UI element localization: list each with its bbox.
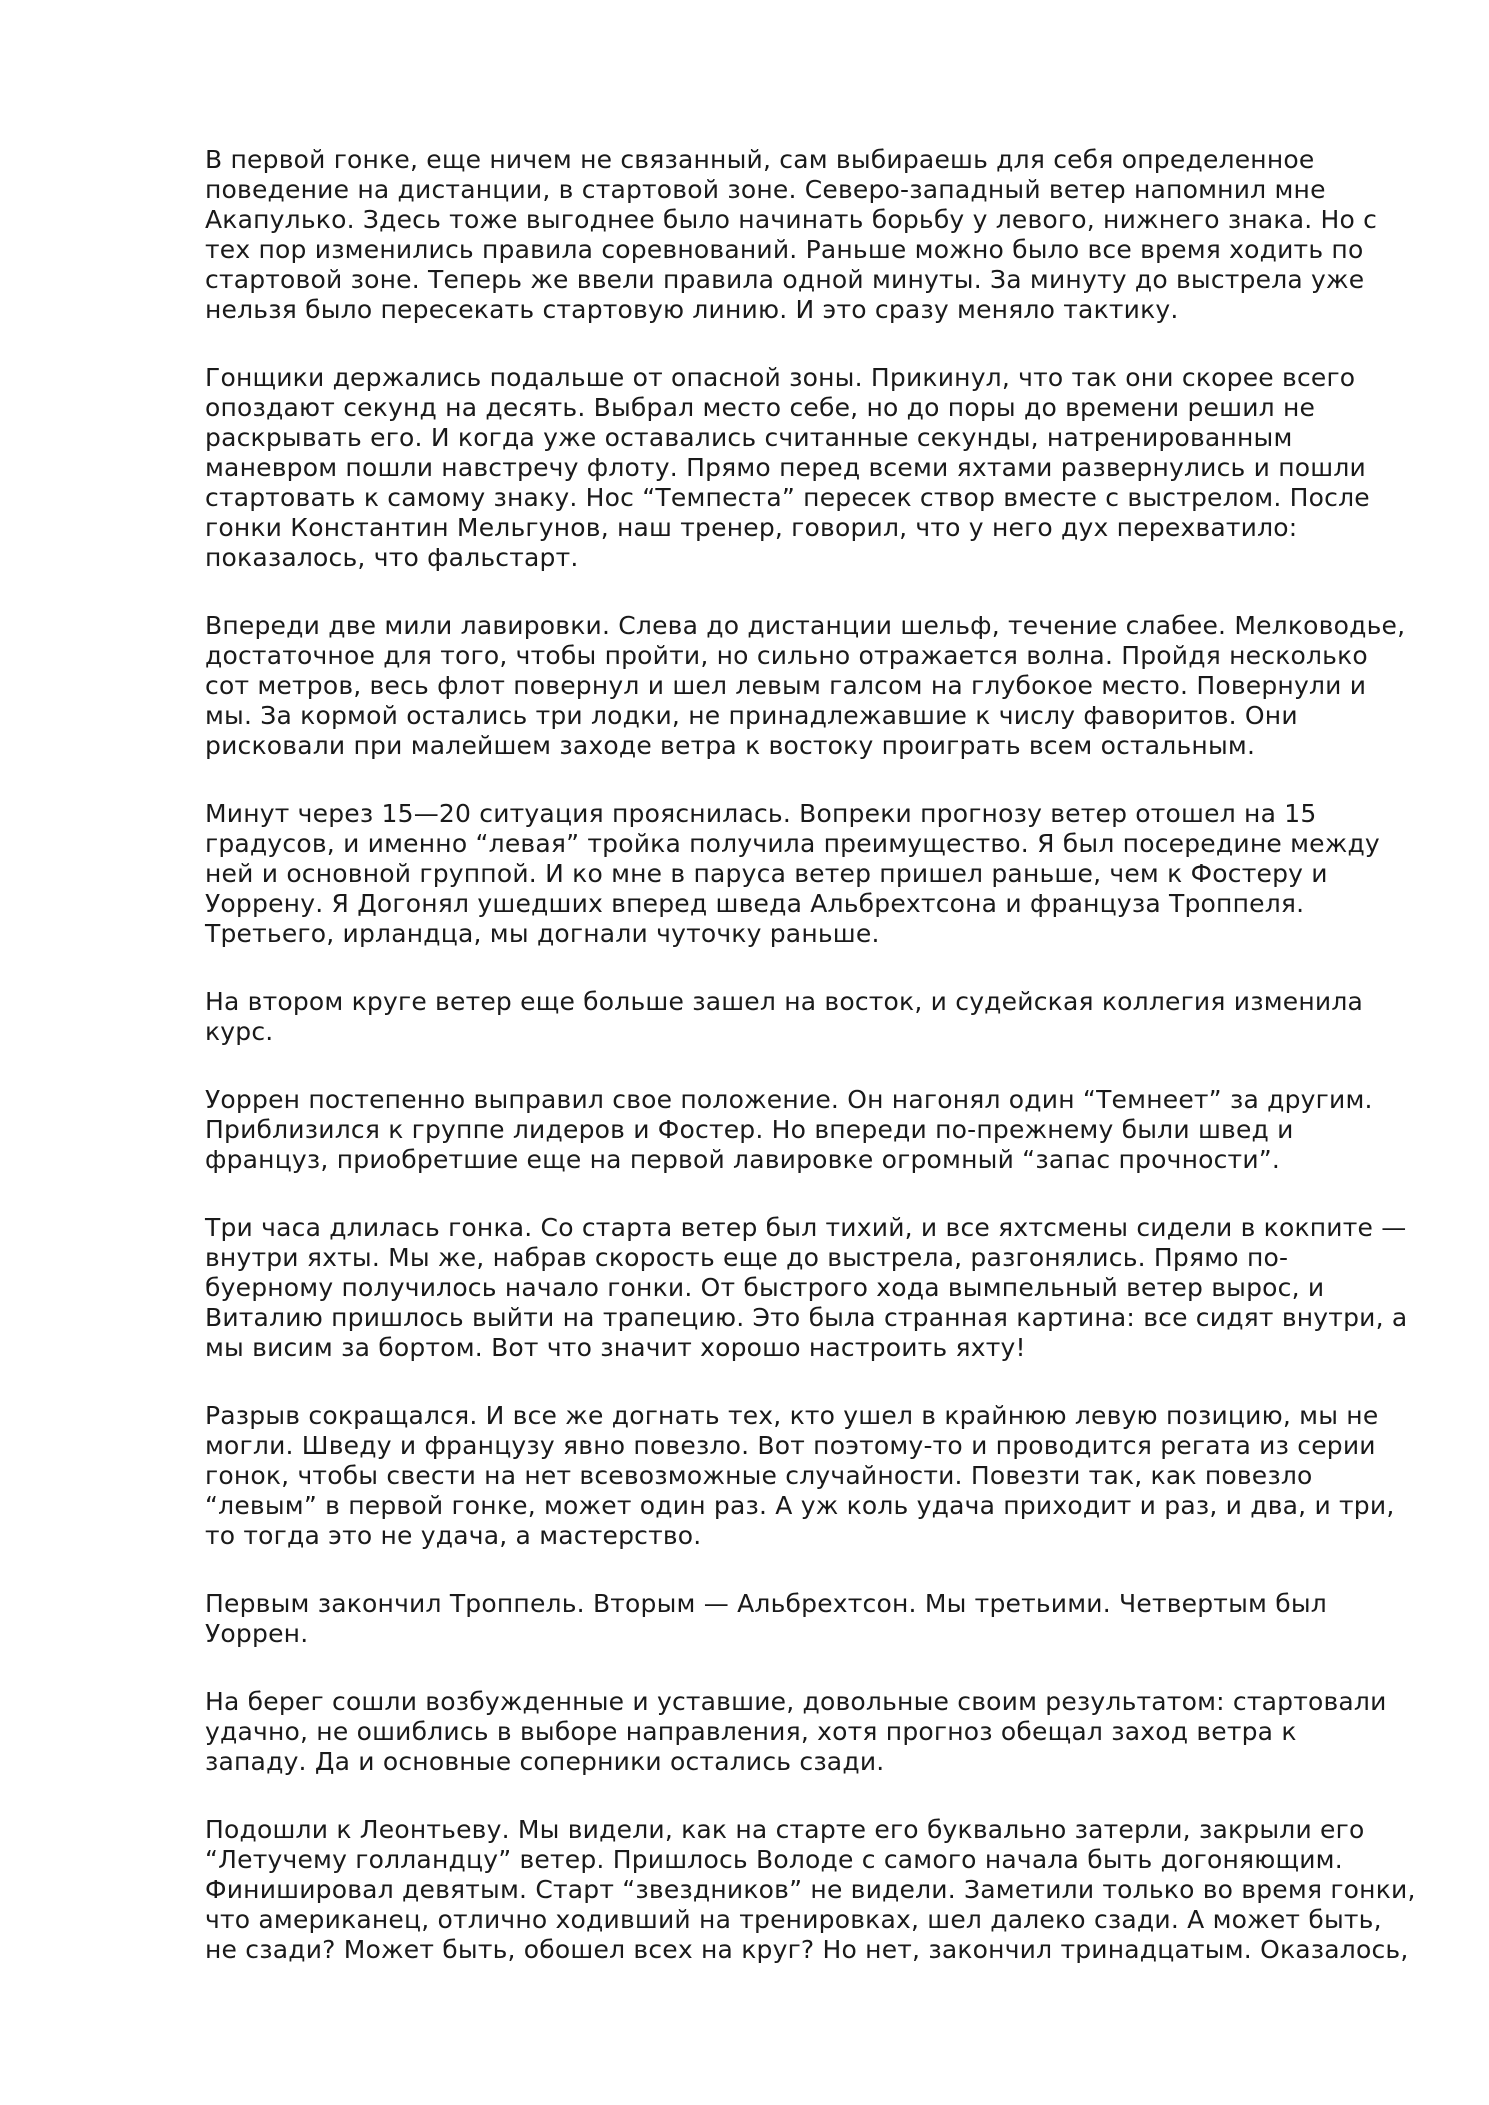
- paragraph: [205, 1815, 1489, 1965]
- text-line: стартовой зоне. Теперь же ввели правила одной минуты. За минуту до выстрела уже: [205, 265, 1365, 294]
- text-line: раскрывать его. И когда уже оставались считанные секунды, натренированным: [205, 423, 1293, 452]
- text-line: мы. За кормой остались три лодки, не принадлежавшие к числу фаворитов. Они: [205, 701, 1298, 730]
- text-line: На втором круге ветер еще больше зашел на восток, и судейская коллегия изменила: [205, 987, 1364, 1016]
- text-line: маневром пошли навстречу флоту. Прямо перед всеми яхтами развернулись и пошли: [205, 453, 1366, 482]
- text-line: Уоррен.: [205, 1619, 309, 1648]
- text-line: показалось, что фальстарт.: [205, 543, 579, 572]
- text-line: сот метров, весь флот повернул и шел левым галсом на глубокое место. Повернули и: [205, 671, 1367, 700]
- text-line: Разрыв сокращался. И все же догнать тех, кто ушел в крайнюю левую позицию, мы не: [205, 1401, 1379, 1430]
- paragraph: [205, 145, 1489, 325]
- text-line: Впереди две мили лавировки. Слева до дистанции шельф, течение слабее. Мелководье,: [205, 611, 1406, 640]
- text-line: Подошли к Леонтьеву. Мы видели, как на старте его буквально затерли, закрыли его: [205, 1815, 1365, 1844]
- document-text: [205, 145, 1489, 1965]
- text-line: “левым” в первой гонке, может один раз. А уж коль удача приходит и раз, и два, и три,: [205, 1491, 1395, 1520]
- text-line: гонок, чтобы свести на нет всевозможные случайности. Повезти так, как повезло: [205, 1461, 1313, 1490]
- text-line: внутри яхты. Мы же, набрав скорость еще до выстрела, разгонялись. Прямо по-: [205, 1243, 1289, 1272]
- text-line: Третьего, ирландца, мы догнали чуточку раньше.: [205, 919, 880, 948]
- text-line: На берег сошли возбужденные и уставшие, довольные своим результатом: стартовали: [205, 1687, 1387, 1716]
- paragraph: [205, 799, 1489, 949]
- text-line: удачно, не ошиблись в выборе направления, хотя прогноз обещал заход ветра к: [205, 1717, 1297, 1746]
- text-line: Приблизился к группе лидеров и Фостер. Но впереди по-прежнему были швед и: [205, 1115, 1294, 1144]
- text-line: ней и основной группой. И ко мне в паруса ветер пришел раньше, чем к Фостеру и: [205, 859, 1328, 888]
- text-line: поведение на дистанции, в стартовой зоне. Северо-западный ветер напомнил мне: [205, 175, 1326, 204]
- text-line: Гонщики держались подальше от опасной зоны. Прикинул, что так они скорее всего: [205, 363, 1356, 392]
- text-line: Виталию пришлось выйти на трапецию. Это была странная картина: все сидят внутри, а: [205, 1303, 1408, 1332]
- text-line: то тогда это не удача, а мастерство.: [205, 1521, 702, 1550]
- text-line: француз, приобретшие еще на первой лавировке огромный “запас прочности”.: [205, 1145, 1281, 1174]
- text-line: Уоррену. Я Догонял ушедших вперед шведа Альбрехтсона и француза Троппеля.: [205, 889, 1305, 918]
- text-line: что американец, отлично ходивший на тренировках, шел далеко сзади. А может быть,: [205, 1905, 1382, 1934]
- paragraph: [205, 1213, 1489, 1363]
- text-line: Акапулько. Здесь тоже выгоднее было начинать борьбу у левого, нижнего знака. Но с: [205, 205, 1378, 234]
- text-line: градусов, и именно “левая” тройка получила преимущество. Я был посередине между: [205, 829, 1380, 858]
- text-line: Три часа длилась гонка. Со старта ветер был тихий, и все яхтсмены сидели в кокпите —: [205, 1213, 1407, 1242]
- text-line: стартовать к самому знаку. Нос “Темпеста” пересек створ вместе с выстрелом. После: [205, 483, 1370, 512]
- text-line: мы висим за бортом. Вот что значит хорошо настроить яхту!: [205, 1333, 1026, 1362]
- text-line: курс.: [205, 1017, 274, 1046]
- text-line: Минут через 15—20 ситуация прояснилась. Вопреки прогнозу ветер отошел на 15: [205, 799, 1317, 828]
- text-line: достаточное для того, чтобы пройти, но сильно отражается волна. Пройдя несколько: [205, 641, 1368, 670]
- text-line: опоздают секунд на десять. Выбрал место себе, но до поры до времени решил не: [205, 393, 1316, 422]
- text-line: “Летучему голландцу” ветер. Пришлось Володе с самого начала быть догоняющим.: [205, 1845, 1343, 1874]
- paragraph: [205, 1085, 1489, 1175]
- text-line: западу. Да и основные соперники остались сзади.: [205, 1747, 885, 1776]
- text-line: тех пор изменились правила соревнований. Раньше можно было все время ходить по: [205, 235, 1364, 264]
- text-line: могли. Шведу и французу явно повезло. Вот поэтому-то и проводится регата из серии: [205, 1431, 1376, 1460]
- text-line: Финишировал девятым. Старт “звездников” не видели. Заметили только во время гонки,: [205, 1875, 1416, 1904]
- text-line: буерному получилось начало гонки. От быстрого хода вымпельный ветер вырос, и: [205, 1273, 1325, 1302]
- text-line: нельзя было пересекать стартовую линию. И это сразу меняло тактику.: [205, 295, 1179, 324]
- text-line: не сзади? Может быть, обошел всех на круг? Но нет, закончил тринадцатым. Оказалось,: [205, 1935, 1409, 1964]
- paragraph: [205, 611, 1489, 761]
- paragraph: [205, 987, 1489, 1047]
- text-line: Первым закончил Троппель. Вторым — Альбрехтсон. Мы третьими. Четвертым был: [205, 1589, 1327, 1618]
- paragraph: [205, 363, 1489, 573]
- text-line: гонки Константин Мельгунов, наш тренер, говорил, что у него дух перехватило:: [205, 513, 1298, 542]
- text-line: рисковали при малейшем заходе ветра к востоку проиграть всем остальным.: [205, 731, 1256, 760]
- paragraph: [205, 1687, 1489, 1777]
- paragraph: [205, 1589, 1489, 1649]
- paragraph: [205, 1401, 1489, 1551]
- text-line: В первой гонке, еще ничем не связанный, сам выбираешь для себя определенное: [205, 145, 1315, 174]
- text-line: Уоррен постепенно выправил свое положение. Он нагонял один “Темнеет” за другим.: [205, 1085, 1373, 1114]
